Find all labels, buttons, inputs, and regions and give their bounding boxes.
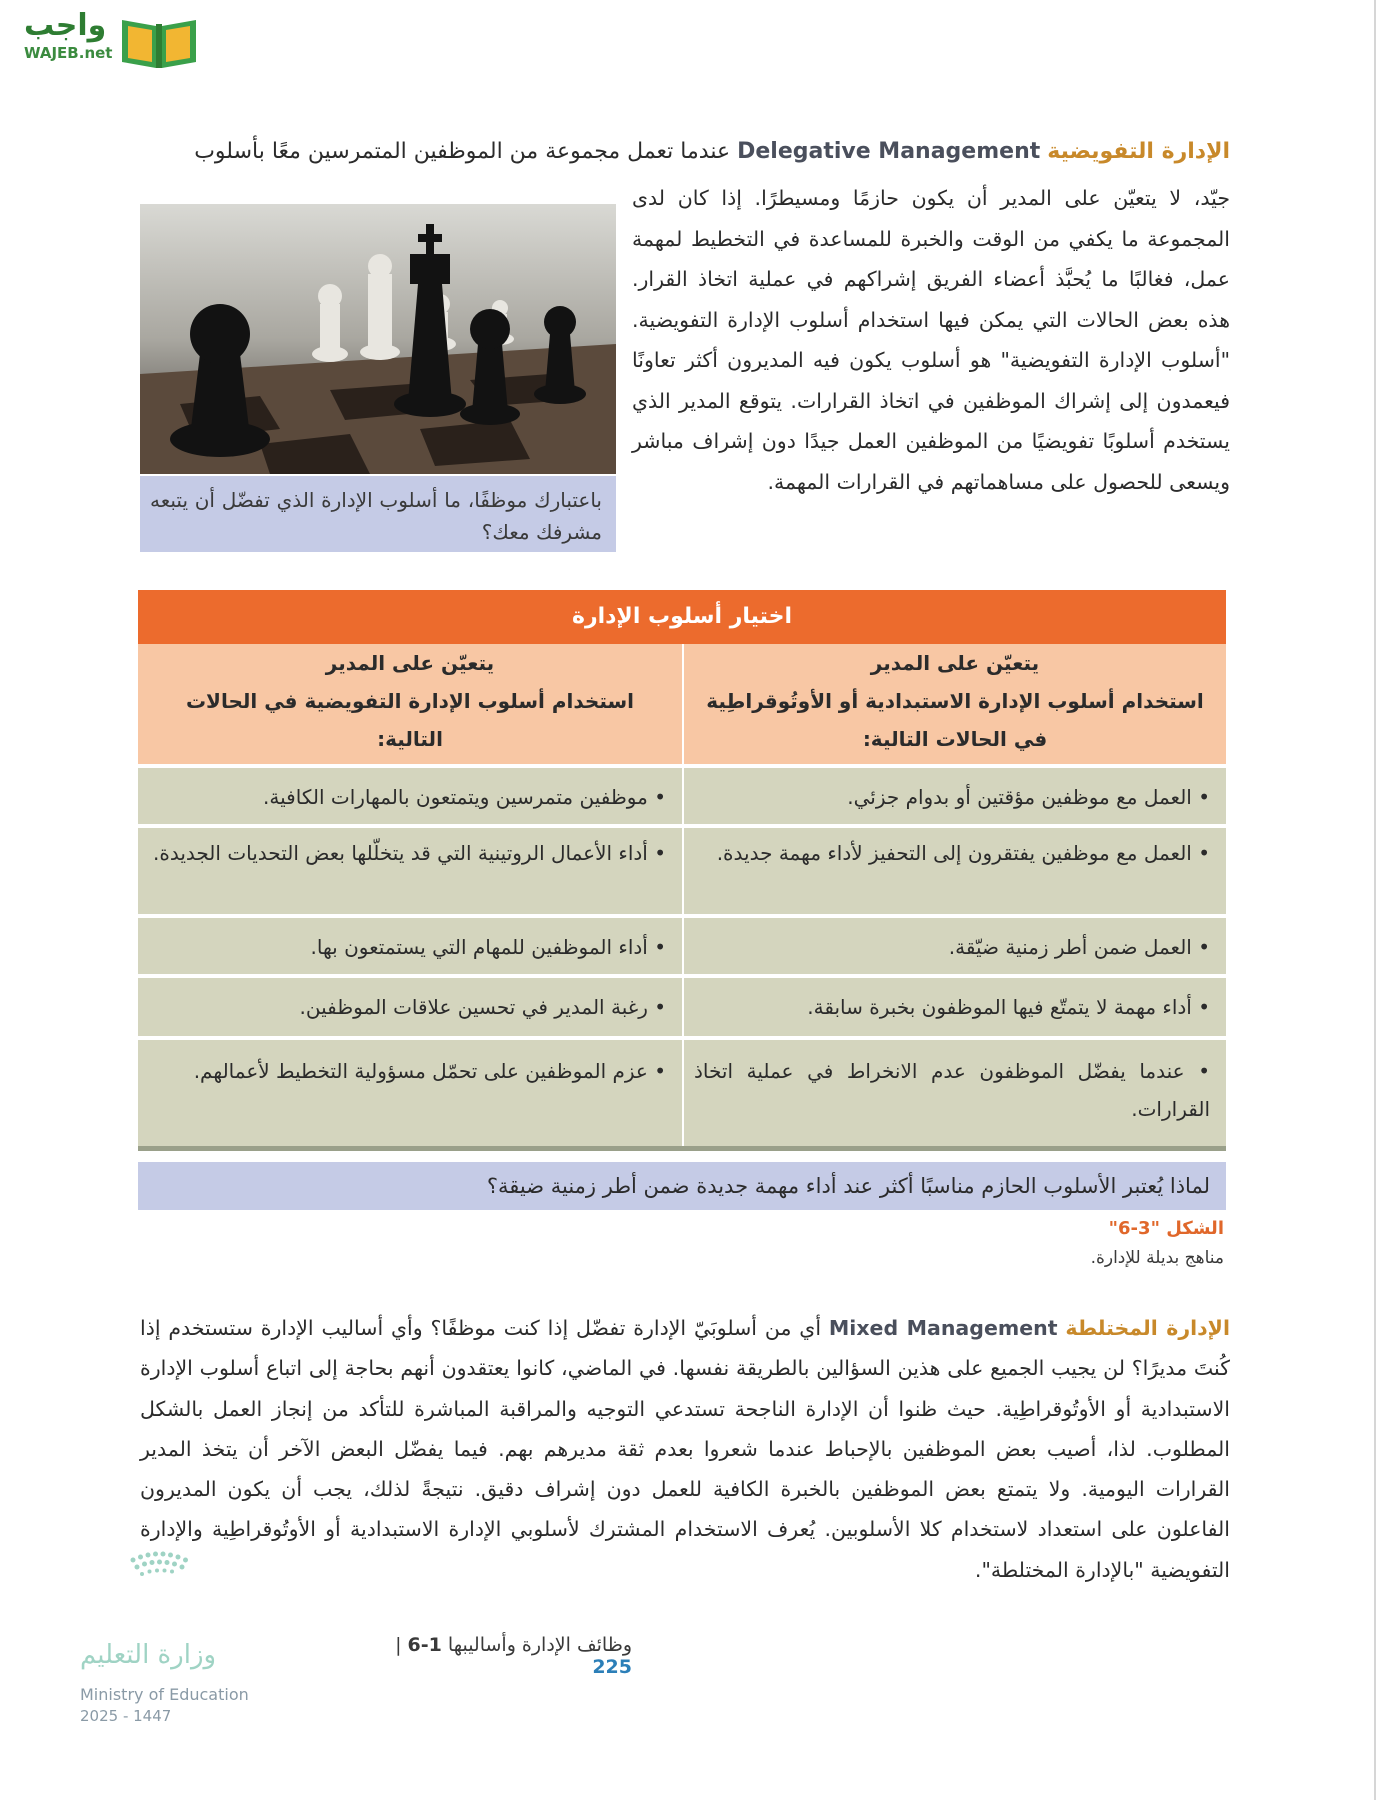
page-number: 225	[592, 1656, 632, 1678]
section-number: 1-6	[407, 1634, 442, 1656]
ministry-logo-icon	[78, 1550, 278, 1640]
management-style-table	[138, 590, 1226, 1150]
wajeb-logo[interactable]	[12, 8, 192, 68]
row2-autocratic: • العمل مع موظفين يفتقرون إلى التحفيز لأداء مهمة جديدة.	[716, 841, 1210, 865]
photo-caption: باعتبارك موظفًا، ما أسلوب الإدارة الذي تفضّل أن يتبعه مشرفك معك؟	[150, 488, 602, 544]
ministry-name-en: Ministry of Education	[80, 1685, 249, 1704]
ministry-year: 2025 - 1447	[80, 1707, 172, 1725]
header-autocratic-line2: استخدام أسلوب الإدارة الاستبدادية أو الأوتُوقراطِية	[706, 689, 1204, 713]
logo-text-en: WAJEB.net	[24, 44, 113, 62]
mixed-heading-en: Mixed Management	[828, 1316, 1058, 1340]
header-delegative-line1: يتعيّن على المدير	[325, 651, 495, 675]
book-icon	[118, 12, 200, 70]
page-footer	[392, 1634, 632, 1678]
row4-delegative: • رغبة المدير في تحسين علاقات الموظفين.	[299, 995, 666, 1019]
header-autocratic-line3: في الحالات التالية:	[862, 727, 1048, 751]
row1-delegative: • موظفين متمرسين ويتمتعون بالمهارات الكافية.	[263, 785, 666, 809]
mixed-management-paragraph	[140, 1308, 1230, 1590]
mixed-heading-ar: الإدارة المختلطة	[1065, 1316, 1230, 1340]
figure-label: الشكل "3-6"	[1108, 1218, 1224, 1239]
intro-lead-text: عندما تعمل مجموعة من الموظفين المتمرسين معًا بأسلوب	[194, 139, 731, 164]
table-title: اختيار أسلوب الإدارة	[138, 590, 1226, 644]
delegative-heading-ar: الإدارة التفويضية	[1047, 139, 1230, 164]
table-column-divider	[682, 644, 684, 1150]
chess-photo	[140, 204, 616, 474]
page-edge-line	[1374, 0, 1376, 1800]
header-delegative-line3: التالية:	[377, 727, 443, 751]
intro-lead	[140, 134, 1230, 170]
question-text: لماذا يُعتبر الأسلوب الحازم مناسبًا أكثر عند أداء مهمة جديدة ضمن أطر زمنية ضيقة؟	[486, 1174, 1210, 1198]
row3-delegative: • أداء الموظفين للمهام التي يستمتعون بها.	[310, 935, 666, 959]
figure-description: مناهج بديلة للإدارة.	[1090, 1248, 1224, 1268]
delegative-heading-en: Delegative Management	[737, 139, 1041, 164]
row3-autocratic: • العمل ضمن أطر زمنية ضيّقة.	[948, 935, 1210, 959]
header-autocratic-line1: يتعيّن على المدير	[870, 651, 1040, 675]
table-bottom-edge	[138, 1146, 1226, 1151]
footer-separator: |	[395, 1634, 402, 1656]
chapter-title: وظائف الإدارة وأساليبها	[447, 1634, 632, 1656]
table-header-autocratic	[684, 644, 1226, 764]
mixed-body: أي من أسلوبَيّ الإدارة تفضّل إذا كنت موظفًا؟ وأي أساليب الإدارة ستستخدم إذا كُنتَ مديرًا؟ لن يجيب الجميع على هذين السؤالين بالطريقة نفسها. في الماضي، كانوا يعتقدون أنهم بحاجة إلى اتباع أسلوب الإدارة الاستبدادية أو الأوتُوقراطِية. حيث ظنوا أن الإدارة الناجحة تستدعي التوجيه والمراقبة المباشرة للتأكد من إنجاز العمل بالشكل المطلوب. لذا، أصيب بعض الموظفين بالإحباط عندما شعروا بعدم ثقة مديرهم بهم. فيما يفضّل البعض الآخر أن يتخذ المدير القرارات اليومية. ولا يتمتع بعض الموظفين بالخبرة الكافية للعمل دون إشراف دقيق. نتيجةً لذلك، يجب أن يكون المديرون الفاعلون على استعداد لاستخدام كلا الأسلوبين. يُعرف الاستخدام المشترك لأسلوبي الإدارة الاستبدادية أو الأوتُوقراطِية والإدارة التفويضية "بالإدارة المختلطة".	[140, 1316, 1230, 1582]
row5-delegative: • عزم الموظفين على تحمّل مسؤولية التخطيط لأعمالهم.	[193, 1059, 666, 1083]
table-header-delegative	[138, 644, 682, 764]
row2-delegative: • أداء الأعمال الروتينية التي قد يتخلّلها بعض التحديات الجديدة.	[153, 841, 666, 865]
row4-autocratic: • أداء مهمة لا يتمتّع فيها الموظفون بخبرة سابقة.	[807, 995, 1210, 1019]
logo-text-ar: واجب	[24, 8, 107, 43]
header-delegative-line2: استخدام أسلوب الإدارة التفويضية في الحالات	[185, 689, 635, 713]
ministry-name-ar: وزارة التعليم	[80, 1640, 217, 1670]
intro-body: جيّد، لا يتعيّن على المدير أن يكون حازمًا ومسيطرًا. إذا كان لدى المجموعة ما يكفي من الوقت والخبرة للمساعدة في التخطيط لمهمة عمل، فغالبًا ما يُحبَّذ أعضاء الفريق إشراكهم في عملية اتخاذ القرار. هذه بعض الحالات التي يمكن فيها استخدام أسلوب الإدارة التفويضية. "أسلوب الإدارة التفويضية" هو أسلوب يكون فيه المديرون أكثر تعاونًا فيعمدون إلى إشراك الموظفين في اتخاذ القرارات. يتوقع المدير الذي يستخدم أسلوبًا تفويضيًا من الموظفين العمل جيدًا دون إشراف مباشر ويسعى للحصول على مساهماتهم في القرارات المهمة.	[632, 186, 1230, 494]
row1-autocratic: • العمل مع موظفين مؤقتين أو بدوام جزئي.	[847, 785, 1210, 809]
row5-autocratic: • عندما يفضّل الموظفون عدم الانخراط في عملية اتخاذ القرارات.	[694, 1059, 1210, 1121]
